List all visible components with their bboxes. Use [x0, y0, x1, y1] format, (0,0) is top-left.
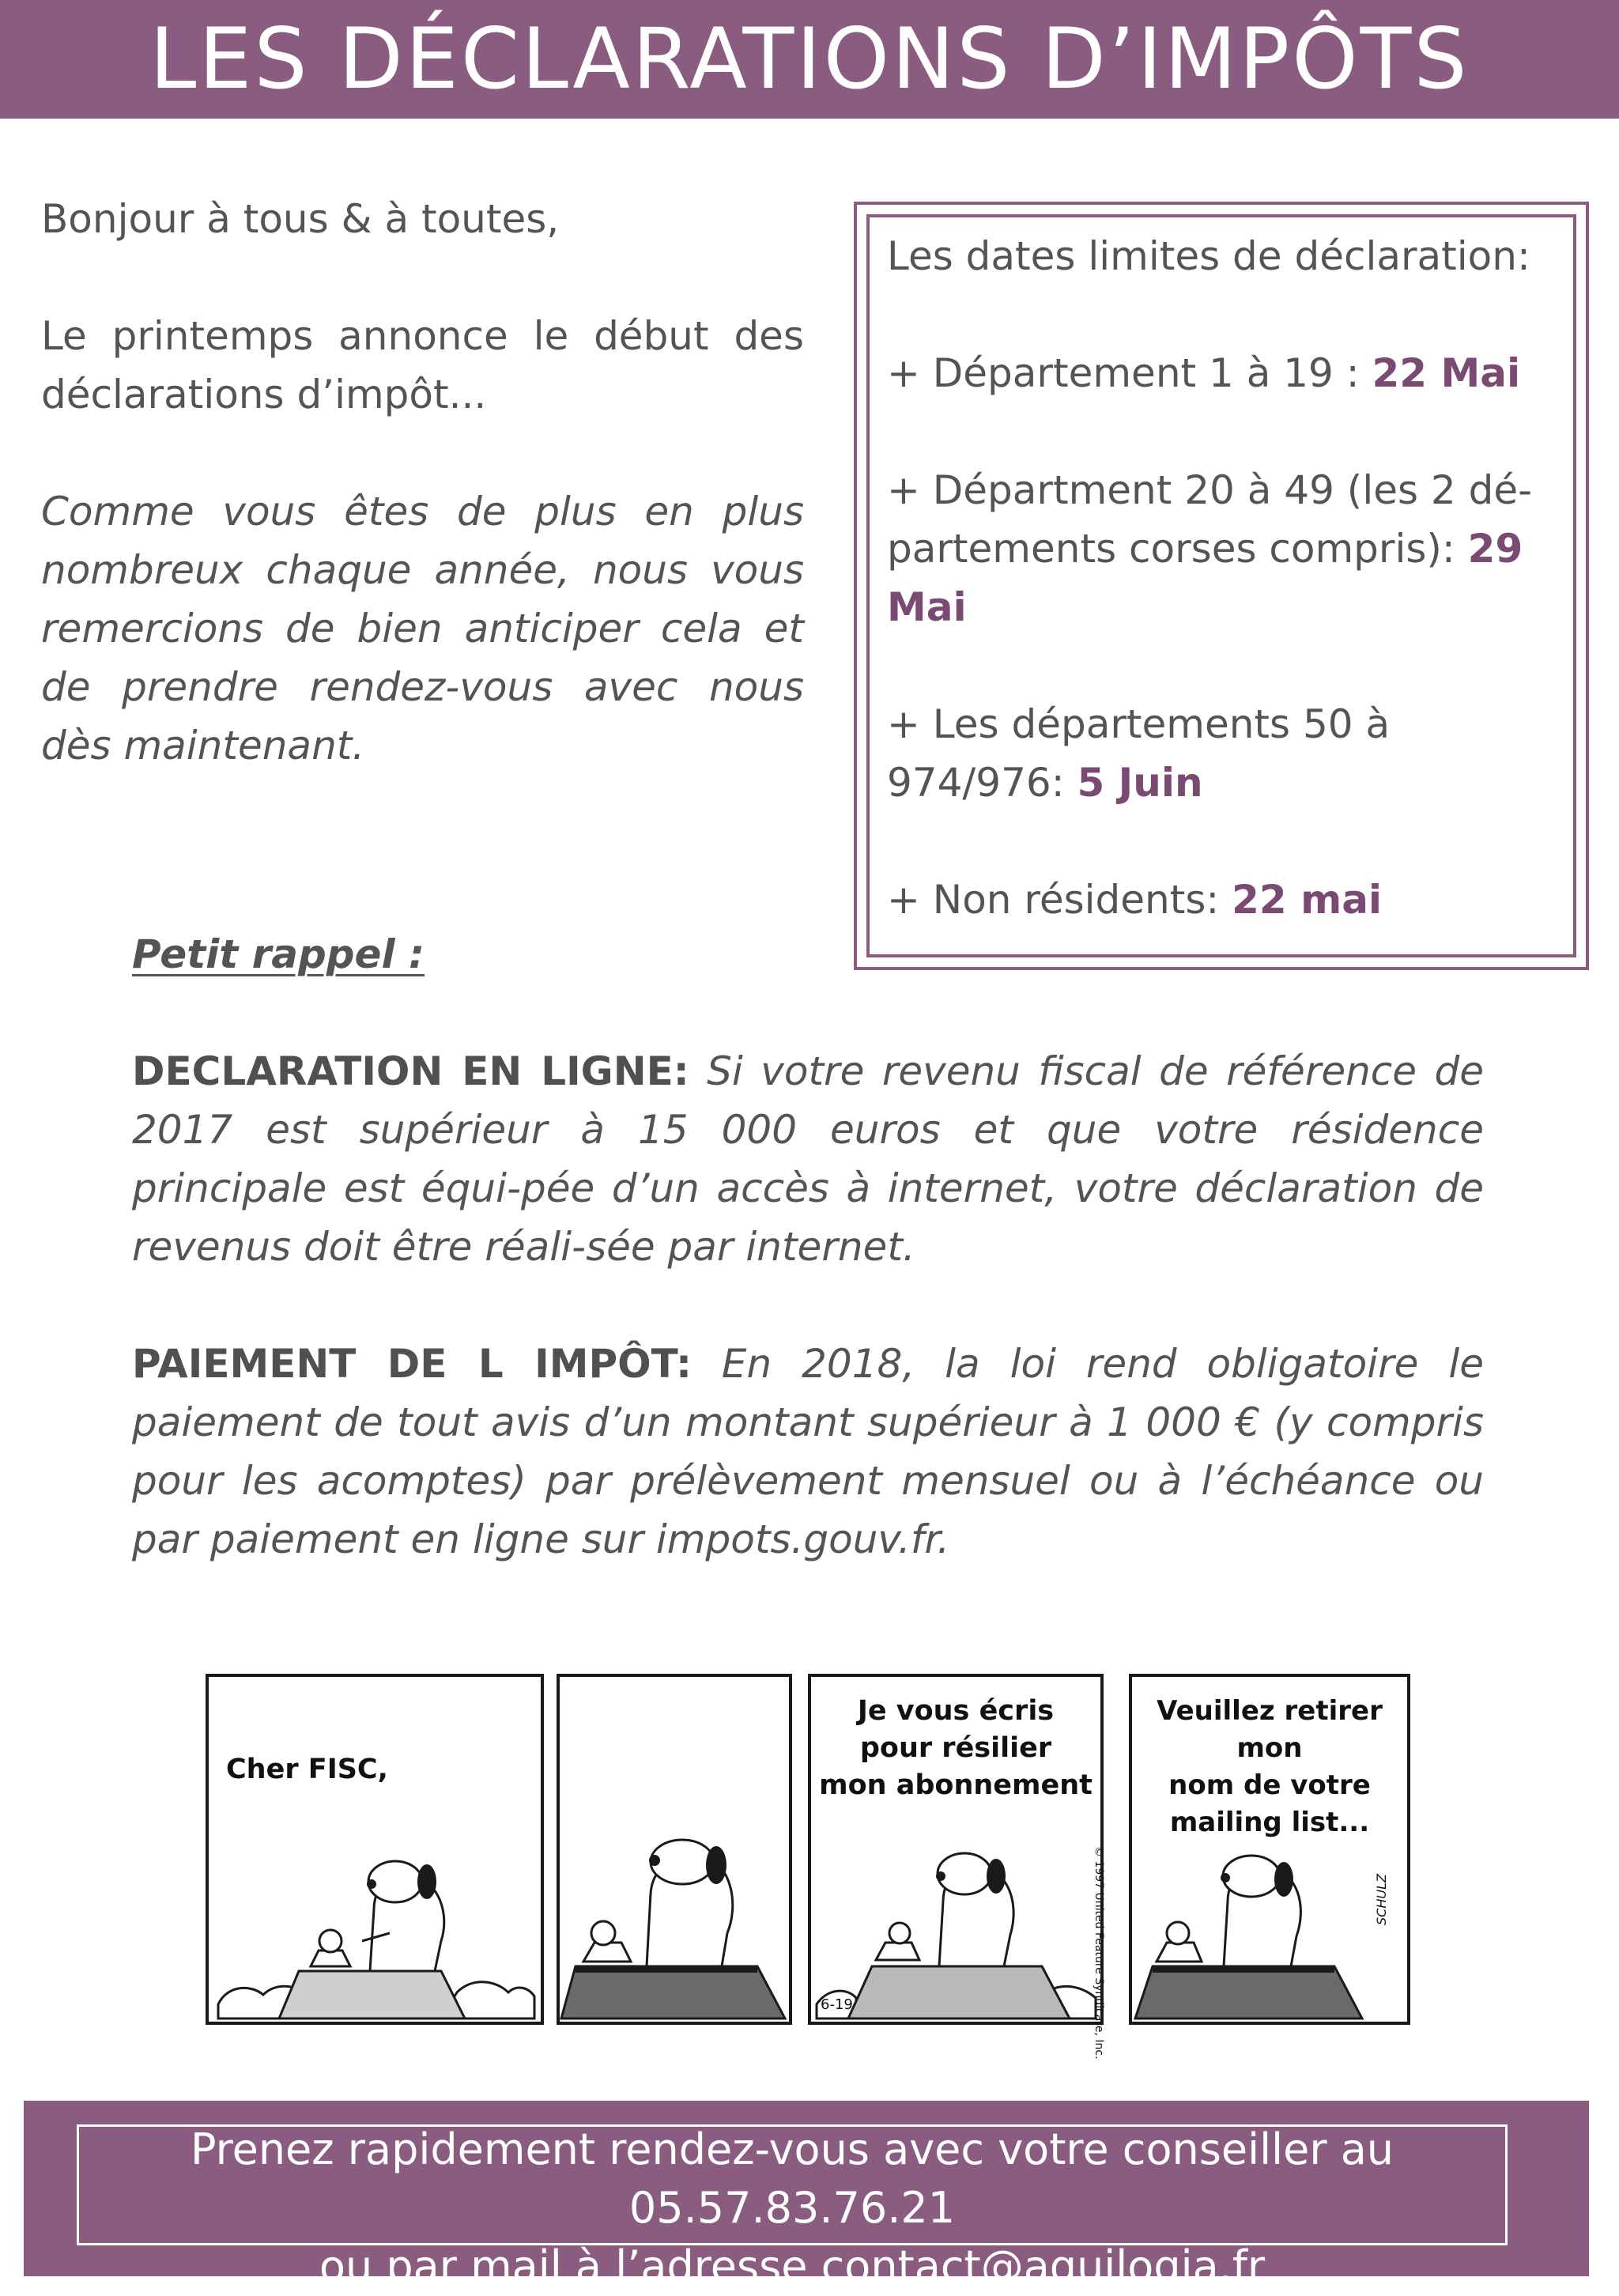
- comic-date-mark: 6-19: [821, 1996, 853, 2013]
- comic-signature: SCHULZ: [1374, 1874, 1389, 1925]
- deadline-date: 22 Mai: [1372, 350, 1521, 396]
- comic-panel-3-caption: [817, 1693, 1094, 1804]
- deadline-list: [887, 227, 1535, 929]
- comic-panel-4-drawing: [1135, 1856, 1362, 2018]
- comic-panel-3-caption-line: mon abonnement: [819, 1769, 1093, 1801]
- comic-strip: [204, 1672, 1413, 2060]
- comic-panel-4-caption-line: Veuillez retirer mon: [1157, 1695, 1383, 1764]
- deadline-label: + Département 1 à 19 :: [887, 350, 1372, 396]
- deadline-item: [887, 870, 1535, 929]
- deadline-label: + Départment 20 à 49 (les 2 dé-partements corses compris):: [887, 467, 1533, 572]
- footer-phone-line: Prenez rapidement rendez-vous avec votre conseiller au 05.57.83.76.21: [190, 2124, 1394, 2233]
- deadline-date: 29 Mai: [887, 526, 1523, 630]
- deadline-date: 5 Juin: [1077, 760, 1203, 806]
- tax-payment-paragraph: [132, 1335, 1484, 1569]
- comic-panel-2-drawing: [561, 1840, 785, 2018]
- comic-panel-4-caption: [1134, 1693, 1406, 1841]
- online-declaration-paragraph: [132, 1042, 1484, 1276]
- page-title: LES DÉCLARATIONS D’IMPÔTS: [149, 10, 1470, 108]
- tax-payment-lead: PAIEMENT DE L IMPÔT:: [132, 1341, 693, 1387]
- comic-panel-1-drawing: [218, 1861, 534, 2018]
- reminder-section: [132, 925, 1484, 1569]
- comic-panel-3-caption-line: Je vous écris: [857, 1695, 1055, 1727]
- online-declaration-lead: DECLARATION EN LIGNE:: [132, 1048, 689, 1094]
- comic-copyright: © 1997 United Feature Syndicate, Inc.: [1093, 1846, 1105, 2060]
- comic-panel-3-drawing: [817, 1853, 1096, 2018]
- comic-panel-1-caption: Cher FISC,: [226, 1754, 388, 1785]
- deadline-label: + Non résidents:: [887, 877, 1232, 923]
- deadline-item: [887, 461, 1535, 636]
- online-declaration-text: Si votre revenu fiscal de référence de 2017 est supérieur à 15 000 euros et que votre résidence principale est équi-pée d’un accès à internet, votre déclaration de revenus doit être réali-sée par internet.: [132, 1048, 1484, 1270]
- deadline-date: 22 mai: [1232, 877, 1383, 923]
- reminder-heading: Petit rappel :: [132, 931, 425, 977]
- intro-paragraph: Le printemps annonce le début des déclarations d’impôt...: [41, 313, 804, 417]
- tax-payment-text: En 2018, la loi rend obligatoire le paiement de tout avis d’un montant supérieur à 1 000 € (y compris pour les acomptes) par prélèvement mensuel ou à l’échéance ou par paiement en ligne sur impots.gouv.fr.: [132, 1341, 1484, 1562]
- comic-panel-3-caption-line: pour résilier: [859, 1732, 1052, 1764]
- footer-contact: [77, 2120, 1508, 2296]
- footer-email-line: ou par mail à l’adresse contact@aquilogia.fr: [319, 2241, 1266, 2291]
- greeting: Bonjour à tous & à toutes,: [41, 196, 560, 242]
- deadline-label: + Les départements 50 à 974/976:: [887, 701, 1391, 806]
- deadline-heading: Les dates limites de déclaration:: [887, 233, 1530, 279]
- intro-italic-paragraph: Comme vous êtes de plus en plus nombreux chaque année, nous vous remercions de bien anticiper cela et de prendre rendez-vous avec nous dès maintenant.: [41, 489, 804, 768]
- comic-panel-4-caption-line: nom de votre: [1168, 1769, 1371, 1801]
- deadline-item: [887, 344, 1535, 402]
- intro-section: [41, 190, 804, 775]
- deadline-item: [887, 695, 1535, 812]
- comic-panel-4-caption-line: mailing list...: [1169, 1807, 1370, 1838]
